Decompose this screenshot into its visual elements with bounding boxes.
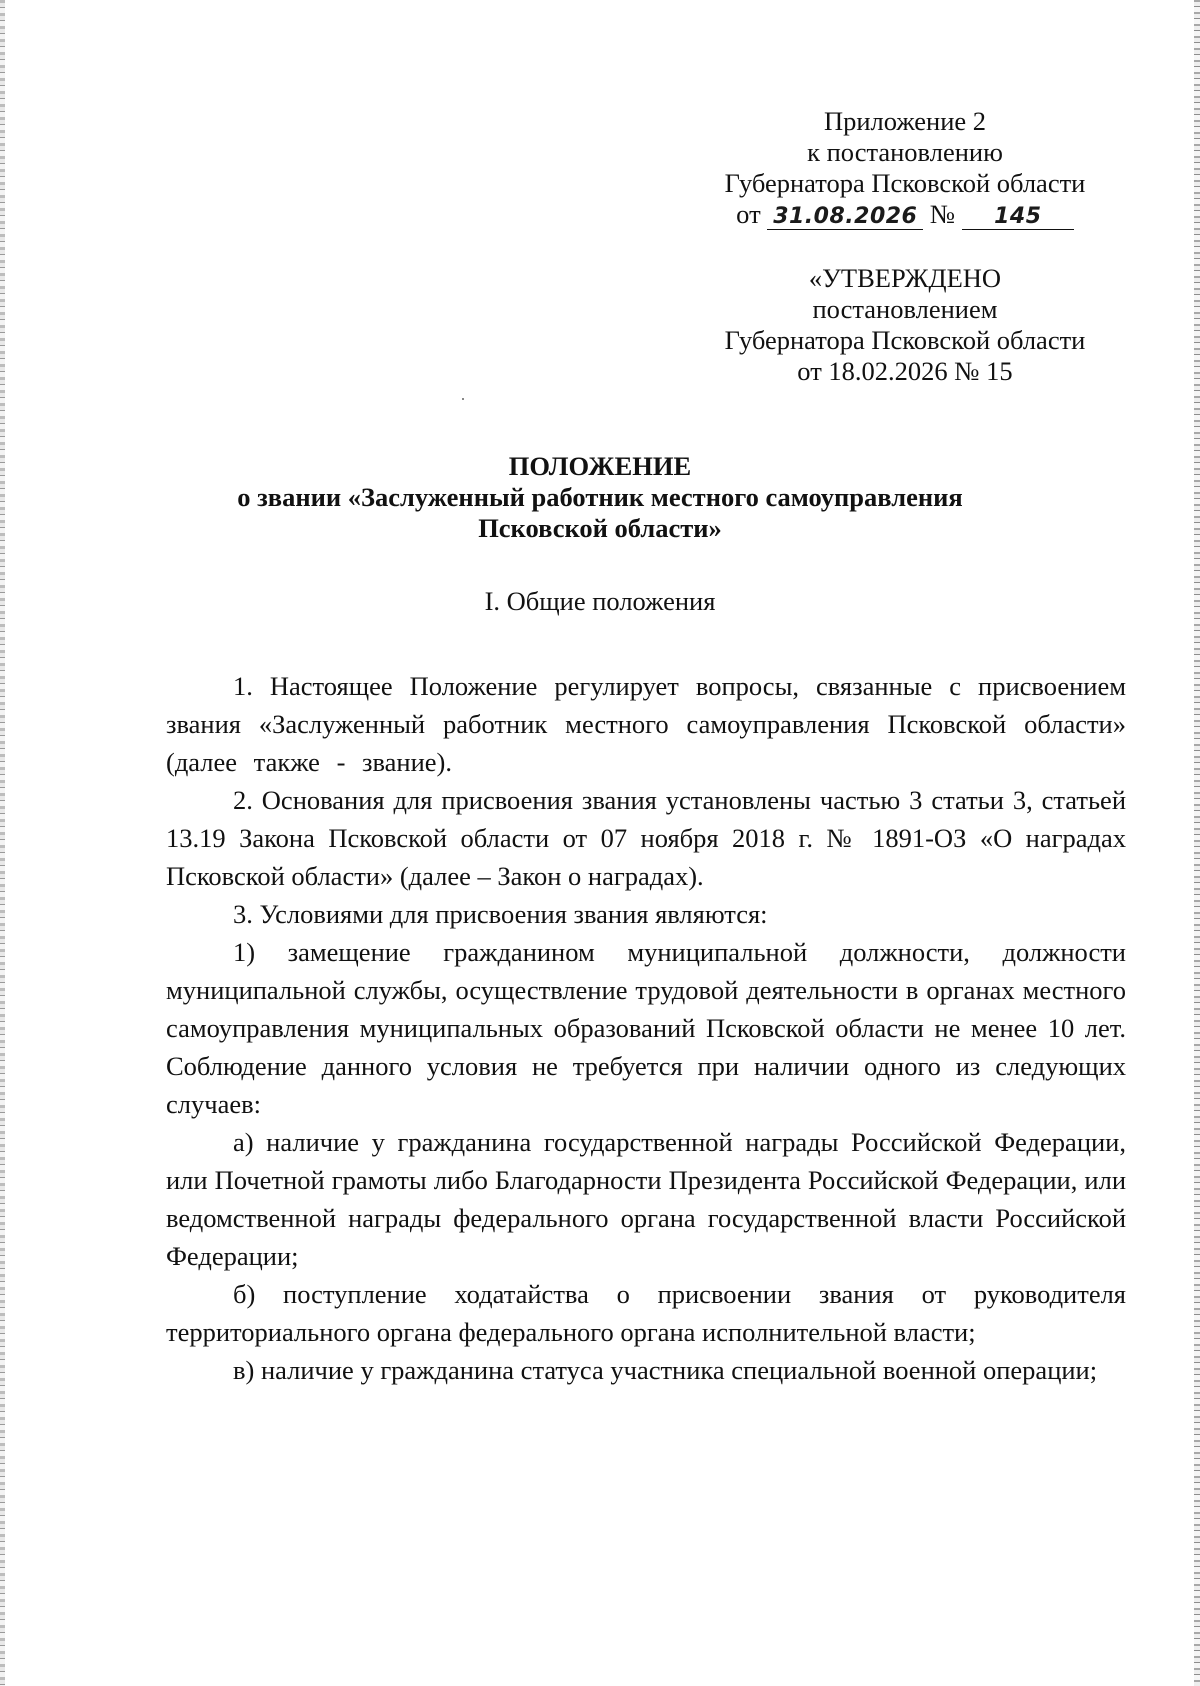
- title-line-2: о звании «Заслуженный работник местного самоуправления: [237, 482, 963, 512]
- handwritten-number: 145: [962, 205, 1074, 230]
- scan-edge-right: [1194, 0, 1200, 1686]
- approved-label: «УТВЕРЖДЕНО: [808, 263, 1002, 293]
- appendix-header: [700, 106, 1110, 230]
- paragraph-3-1: 1) замещение гражданином муниципальной должности, должности муниципальной службы, осуществление трудовой деятельности в органах местного самоуправления муниципальных образований Псковской области не менее 10 лет. Соблюдение данного условия не требуется при наличии одного из следующих случаев:: [166, 937, 1126, 1119]
- paragraph-3-1-v: в) наличие у гражданина статуса участника специальной военной операции;: [233, 1355, 1098, 1385]
- handwritten-date: 31.08.2026: [767, 205, 923, 230]
- approved-governor: Губернатора Псковской области: [724, 325, 1086, 355]
- from-label: от: [736, 199, 761, 229]
- approved-by: постановлением: [812, 294, 998, 324]
- approved-stamp-text: [700, 263, 1110, 387]
- paragraph-3: 3. Условиями для присвоения звания являются:: [233, 899, 768, 929]
- title-line-1: ПОЛОЖЕНИЕ: [508, 451, 692, 481]
- title-line-3: Псковской области»: [478, 513, 722, 543]
- appendix-to-resolution: к постановлению: [807, 137, 1003, 167]
- paragraph-3-1-b: б) поступление ходатайства о присвоении звания от руководителя территориального органа федерального органа исполнительной власти;: [166, 1279, 1126, 1347]
- appendix-number: Приложение 2: [823, 106, 987, 136]
- number-sign: №: [929, 199, 956, 229]
- document-title: [100, 451, 1100, 544]
- paragraph-2: 2. Основания для присвоения звания установлены частью 3 статьи 3, статьей 13.19 Закона Псковской области от 07 ноября 2018 г. № 1891-ОЗ «О наградах Псковской области» (далее – Закон о наградах).: [166, 785, 1126, 891]
- appendix-governor: Губернатора Псковской области: [724, 168, 1086, 198]
- scan-speck: [462, 398, 464, 400]
- section-heading: I. Общие положения: [484, 586, 716, 616]
- document-body: [166, 667, 1126, 1389]
- paragraph-1: 1. Настоящее Положение регулирует вопросы, связанные с присвоением звания «Заслуженный работник местного самоуправления Псковской области» (далее также - звание).: [166, 671, 1126, 777]
- scan-edge-left: [0, 0, 5, 1686]
- approved-date: от 18.02.2026 № 15: [797, 356, 1013, 386]
- paragraph-3-1-a: а) наличие у гражданина государственной награды Российской Федерации, или Почетной грамоты либо Благодарности Президента Российской Федерации, или ведомственной награды федерального органа государственной власти Российской Федерации;: [166, 1127, 1126, 1271]
- appendix-date-number-line: [700, 199, 1110, 230]
